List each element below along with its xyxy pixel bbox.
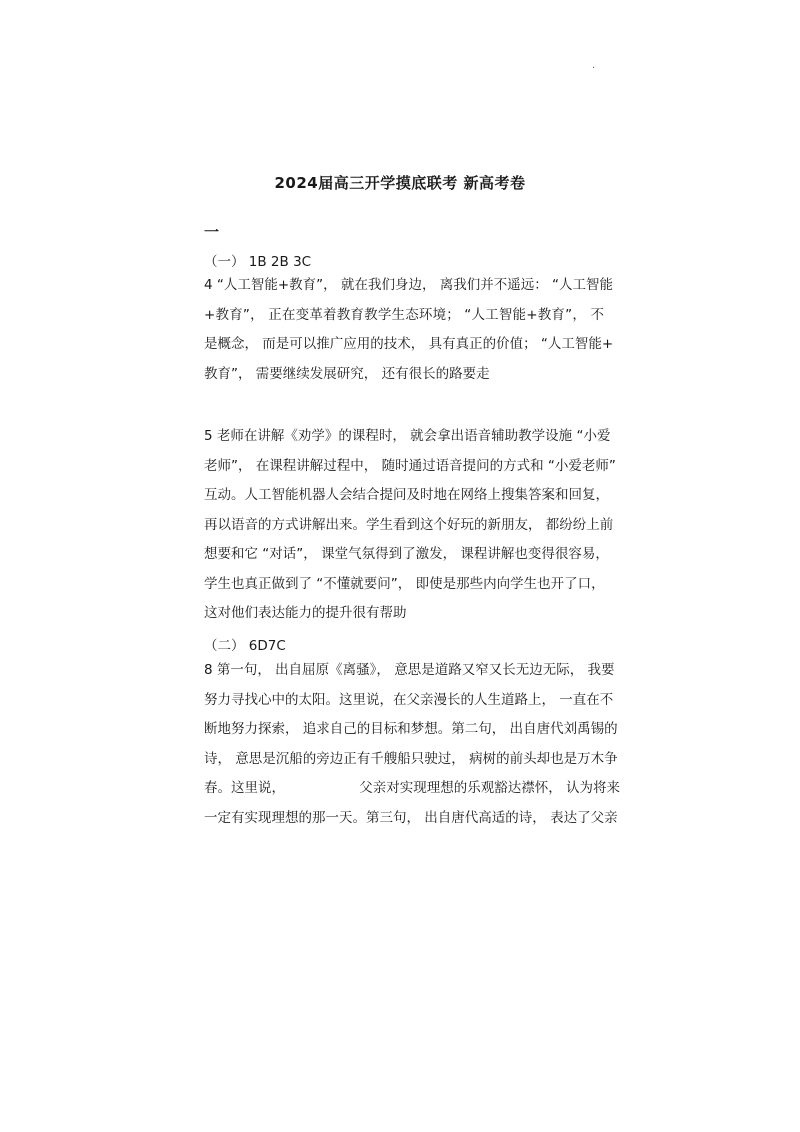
q8-line: 8 第一句， 出自屈原《离骚》， 意思是道路又窄又长无边无际， 我要 <box>204 662 615 678</box>
q5-line: 学生也真正做到了 “不懂就要问”， 即使是那些内向学生也开了口， <box>204 575 605 592</box>
q8-line: 断地努力探索， 追求自己的目标和梦想。第二句， 出自唐代刘禹锡的 <box>204 721 618 737</box>
question-8-answer <box>204 656 621 833</box>
q4-line: +教育”， 正在变革着教育教学生态环境； “人工智能+教育”， 不 <box>204 306 604 323</box>
page-title: 2024届高三开学摸底联考 新高考卷 <box>274 174 526 192</box>
q5-line: 老师”， 在课程讲解过程中， 随时通过语音提问的方式和 “小爱老师” <box>204 457 616 474</box>
part-two-answers: （二） 6D7C <box>204 638 286 654</box>
q8-line: 努力寻找心中的太阳。这里说，在父亲漫长的人生道路上， 一直在不 <box>204 691 614 708</box>
q8-line: 诗， 意思是沉船的旁边正有千艘船只驶过， 病树的前头却也是万木争 <box>204 750 618 767</box>
q4-line: 是概念， 而是可以推广应用的技术， 具有真正的价值； “人工智能+ <box>204 336 614 352</box>
q8-line: 一定有实现理想的那一天。第三句， 出自唐代高适的诗， 表达了父亲 <box>204 809 618 826</box>
q4-line: 4 “人工智能+教育”， 就在我们身边， 离我们并不遥远： “人工智能 <box>204 277 614 293</box>
section-one-heading: 一 <box>204 223 220 241</box>
question-5-answer <box>204 422 616 629</box>
q5-line: 想要和它 “对话”， 课堂气氛得到了激发， 课程讲解也变得很容易， <box>204 546 609 562</box>
part-one-answers: （一） 1B 2B 3C <box>204 254 312 270</box>
question-4-answer <box>204 271 614 389</box>
q5-line: 5 老师在讲解《劝学》的课程时， 就会拿出语音辅助教学设施 “小爱 <box>204 428 611 444</box>
q5-line: 这对他们表达能力的提升很有帮助 <box>204 605 407 621</box>
q4-line: 教育”， 需要继续发展研究， 还有很长的路要走 <box>204 365 490 382</box>
corner-mark: . <box>592 60 596 71</box>
q8-line: 春。这里说， 父亲对实现理想的乐观豁达襟怀， 认为将来 <box>204 780 621 796</box>
q5-line: 再以语音的方式讲解出来。学生看到这个好玩的新朋友， 都纷纷上前 <box>204 516 614 533</box>
q5-line: 互动。人工智能机器人会结合提问及时地在网络上搜集答案和回复， <box>204 487 609 503</box>
